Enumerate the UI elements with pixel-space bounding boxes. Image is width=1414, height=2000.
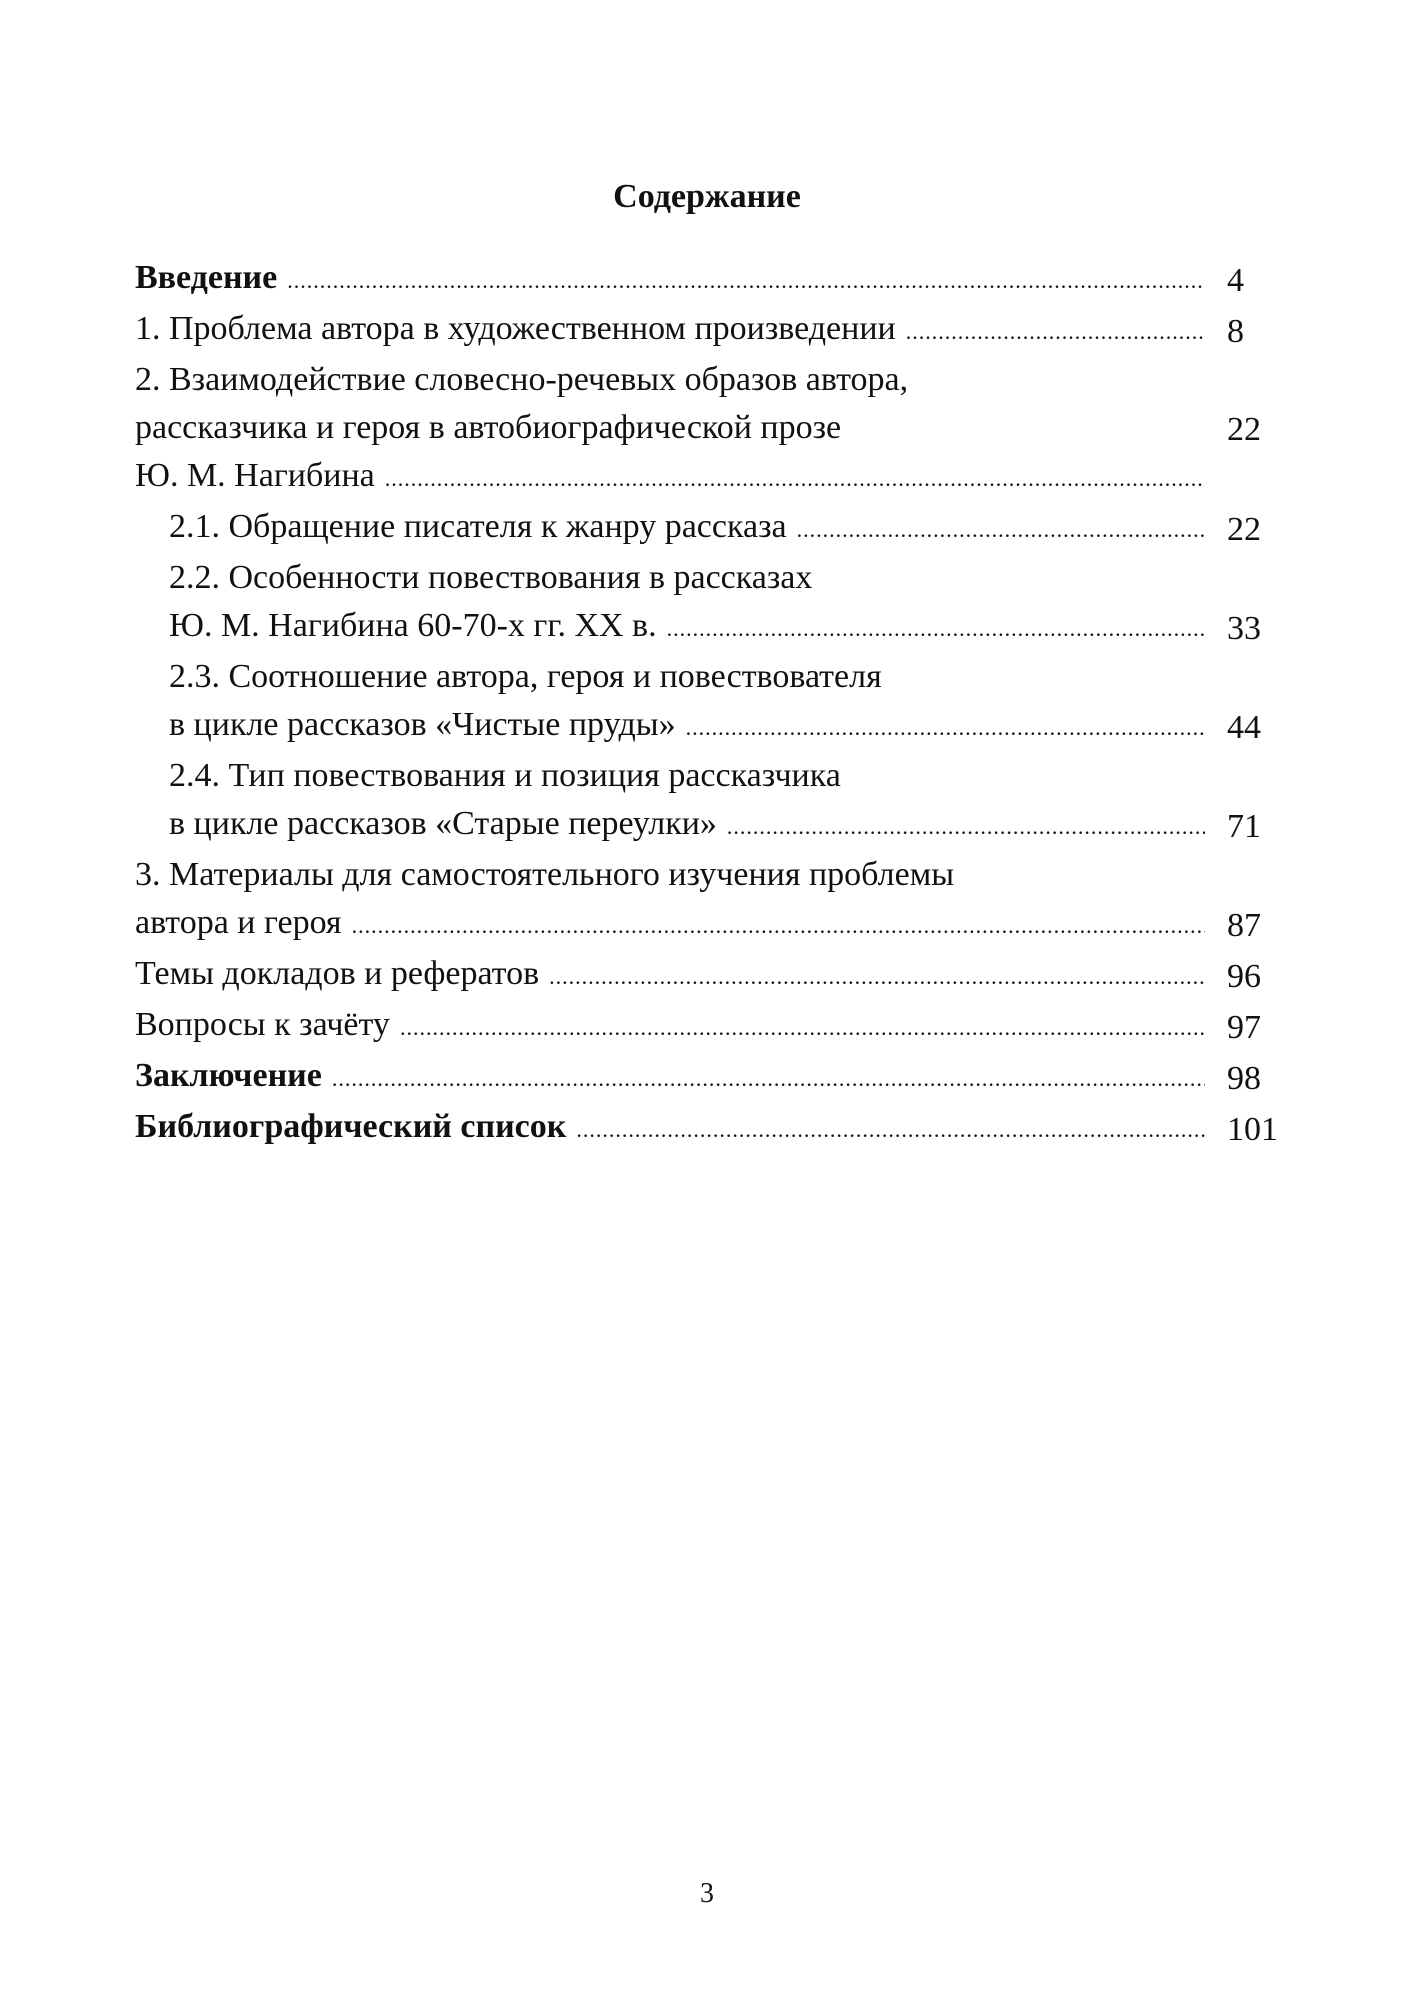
toc-page-number: 101 <box>1227 1111 1278 1148</box>
toc-entry-line: Заключение <box>135 1057 322 1094</box>
toc-entry[interactable] <box>135 851 1275 950</box>
toc-entry-text <box>135 851 1205 950</box>
toc-entry-text <box>135 1103 1205 1154</box>
toc-page-number: 22 <box>1227 410 1261 448</box>
dot-leader <box>797 506 1205 554</box>
toc-entry-text <box>135 1001 1205 1052</box>
toc-entry[interactable] <box>135 1052 1275 1103</box>
toc-entry[interactable] <box>135 1103 1278 1154</box>
toc-entry-line: 1. Проблема автора в художественном произведении <box>135 310 896 347</box>
dot-leader <box>287 257 1205 305</box>
toc-entry[interactable] <box>135 1001 1275 1052</box>
toc-entry-line: 3. Материалы для самостоятельного изучения проблемы <box>135 856 955 893</box>
toc-entry[interactable] <box>135 254 1275 305</box>
toc-entry-line: рассказчика и героя в автобиографической прозе <box>135 409 842 446</box>
toc-page-number: 44 <box>1227 709 1261 746</box>
toc-entry[interactable] <box>135 305 1275 356</box>
toc-entry-line: в цикле рассказов «Чистые пруды» <box>169 706 676 743</box>
page-number: 3 <box>700 1878 714 1909</box>
toc-entry-line: Введение <box>135 259 278 296</box>
toc-page-number: 22 <box>1227 511 1261 548</box>
toc-entry-line: 2. Взаимодействие словесно-речевых образов автора, <box>135 361 909 398</box>
dot-leader <box>576 1106 1205 1154</box>
dot-leader <box>906 308 1205 356</box>
toc-entry-line: 2.4. Тип повествования и позиция рассказчика <box>169 757 841 794</box>
toc-page-number: 33 <box>1227 610 1261 647</box>
toc-entry-text <box>169 503 1205 554</box>
toc-entry[interactable] <box>135 653 1275 752</box>
toc-entry-text <box>135 950 1205 1001</box>
toc-entry[interactable] <box>135 356 1275 503</box>
dot-leader <box>686 704 1205 752</box>
toc-entry-line: в цикле рассказов «Старые переулки» <box>169 805 717 842</box>
toc-entry-text <box>135 356 1205 503</box>
toc-entry-text <box>169 554 1205 653</box>
toc-entry-line: 2.1. Обращение писателя к жанру рассказа <box>169 508 787 545</box>
toc-page-number: 98 <box>1227 1060 1261 1097</box>
toc-entry-line: Библиографический список <box>135 1108 567 1145</box>
toc-entry-text <box>169 653 1205 752</box>
toc-entry-text <box>169 752 1205 851</box>
dot-leader <box>667 605 1205 653</box>
toc-entry[interactable] <box>135 752 1275 851</box>
toc-entry[interactable] <box>135 950 1275 1001</box>
toc-entry-line: Ю. М. Нагибина <box>135 457 375 494</box>
toc-entry-line: 2.2. Особенности повествования в рассказах <box>169 559 813 596</box>
dot-leader <box>352 902 1205 950</box>
dot-leader <box>332 1055 1205 1103</box>
toc-entry-text <box>135 305 1205 356</box>
page-title: Содержание <box>613 178 801 215</box>
table-of-contents <box>135 254 1278 1154</box>
toc-entry-line: Вопросы к зачёту <box>135 1006 390 1043</box>
toc-entry-line: Ю. М. Нагибина 60-70-х гг. XX в. <box>169 607 657 644</box>
toc-entry[interactable] <box>135 554 1275 653</box>
dot-leader <box>727 803 1205 851</box>
toc-entry-line: автора и героя <box>135 904 342 941</box>
toc-page-number: 71 <box>1227 808 1261 845</box>
toc-entry-text <box>135 1052 1205 1103</box>
toc-entry-text <box>135 254 1205 305</box>
dot-leader <box>549 953 1205 1001</box>
toc-entry-line: 2.3. Соотношение автора, героя и повествователя <box>169 658 882 695</box>
toc-page-number: 97 <box>1227 1009 1261 1046</box>
toc-page-number: 87 <box>1227 907 1261 944</box>
toc-page-number: 96 <box>1227 958 1261 995</box>
toc-entry-line: Темы докладов и рефератов <box>135 955 540 992</box>
toc-page-number: 8 <box>1227 313 1244 350</box>
toc-page-number: 4 <box>1227 262 1244 299</box>
dot-leader <box>385 455 1205 503</box>
dot-leader <box>400 1004 1205 1052</box>
toc-entry[interactable] <box>135 503 1275 554</box>
